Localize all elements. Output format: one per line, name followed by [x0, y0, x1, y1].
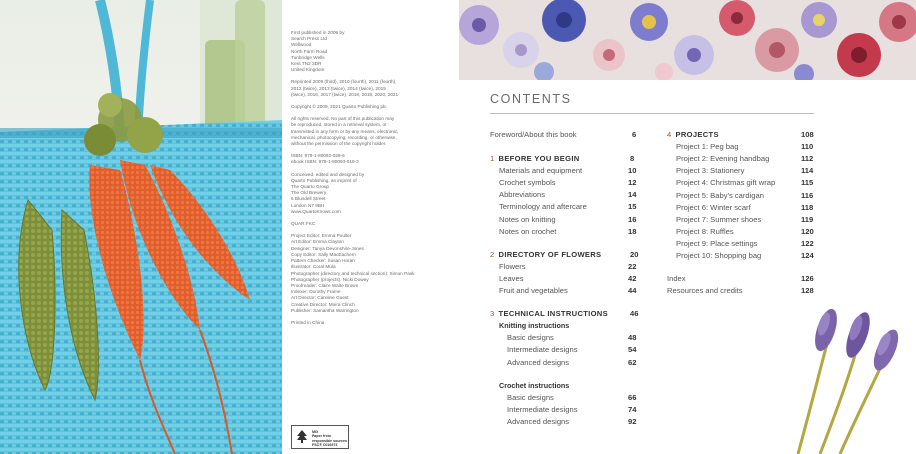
contents-extra-page: 128	[801, 286, 814, 296]
contents-item-label: Advanced designs	[507, 416, 570, 426]
contents-item	[676, 251, 761, 260]
conceived-line: Conceived, edited and designed by	[291, 171, 365, 177]
lavender-photo	[780, 300, 916, 454]
contents-item-page: 114	[801, 166, 814, 176]
contents-extra-page: 126	[801, 274, 814, 284]
credits-line: Art Director: Caroline Guest	[291, 295, 349, 301]
contents-item	[499, 215, 556, 224]
publisher-block	[291, 30, 451, 73]
imprint-text	[291, 30, 451, 332]
isbn-line: ISBN: 978-1-80092-028-6	[291, 153, 345, 159]
contents-item-page: 112	[801, 154, 814, 164]
contents-item-label: Leaves	[499, 273, 524, 283]
contents-item-page: 12	[628, 178, 637, 188]
contents-item	[507, 345, 578, 354]
fsc-tree-icon	[295, 429, 309, 443]
contents-section-page: 108	[801, 130, 814, 139]
publisher-line: First published in 2009 by	[291, 30, 345, 35]
contents-section-label: BEFORE YOU BEGIN	[498, 154, 580, 163]
contents-item	[507, 405, 578, 414]
copyright-block	[291, 104, 451, 110]
conceived-line: The Old Brewery	[291, 190, 327, 196]
contents-item-page: 10	[628, 166, 637, 176]
contents-item	[507, 358, 569, 367]
contents-item-page: 124	[801, 251, 814, 260]
contents-column-right	[667, 130, 815, 310]
section-number: 2	[490, 249, 495, 259]
isbn-block	[291, 153, 451, 165]
contents-item-label: Project 9: Place settings	[676, 238, 758, 248]
contents-item	[676, 142, 738, 151]
conceived-line: 6 Blundell Street	[291, 196, 326, 202]
contents-item-page: 92	[628, 416, 637, 426]
credits-line: Publisher: Samantha Warrington	[291, 307, 359, 313]
contents-item	[507, 393, 554, 402]
contents-subsection	[499, 381, 569, 390]
contents-item-page: 119	[801, 214, 814, 224]
credits-line: Photographer (projects): Nicki Dowey	[291, 276, 369, 282]
contents-subsection	[499, 321, 569, 330]
contents-section	[490, 250, 601, 259]
contents-item-label: Notes on knitting	[499, 214, 556, 224]
contents-foreword-label: Foreword/About this book	[490, 130, 577, 139]
contents-subsection-label: Knitting instructions	[499, 321, 570, 331]
contents-item-page: 15	[628, 202, 637, 212]
reprint-line: (twice), 2016, 2017 (twice), 2018, 2019, 2020, 2021	[291, 91, 399, 97]
publisher-line: North Farm Road	[291, 48, 328, 54]
contents-section-label: DIRECTORY OF FLOWERS	[498, 249, 602, 259]
contents-item-label: Project 6: Winter scarf	[676, 202, 751, 212]
fsc-text-line: Paper from	[312, 434, 331, 439]
contents-item	[499, 202, 587, 211]
contents-item-label: Project 10: Shopping bag	[676, 251, 762, 260]
contents-subsection-label: Crochet instructions	[499, 380, 570, 390]
contents-item-label: Intermediate designs	[507, 404, 578, 414]
fsc-text-line: MIX	[312, 430, 319, 434]
contents-item-label: Basic designs	[507, 333, 554, 343]
code-block	[291, 221, 451, 227]
contents-section	[490, 309, 608, 318]
contents-item-label: Project 5: Baby's cardigan	[676, 190, 764, 200]
contents-item-label: Project 8: Ruffles	[676, 226, 734, 236]
conceived-line: London N7 9BH	[291, 202, 325, 208]
contents-extra	[667, 274, 686, 283]
printed-line: Printed in China	[291, 319, 325, 325]
credits-line: Art Editor: Emma Clayton	[291, 239, 344, 245]
rights-line: mechanical, photocopying, recording, or otherwise,	[291, 134, 397, 140]
contents-item-label: Materials and equipment	[499, 166, 583, 176]
credits-line: Proofreader: Claire Waite Brown	[291, 282, 359, 288]
contents-section-page: 8	[630, 154, 635, 163]
copyright-line: Copyright © 2009, 2021 Quarto Publishing plc	[291, 104, 387, 110]
cover-photo-crochet-vegetables	[0, 0, 282, 454]
contents-foreword	[490, 130, 577, 139]
contents-item-label: Project 7: Summer shoes	[676, 214, 762, 224]
contents-item	[676, 227, 734, 236]
contents-item-label: Project 2: Evening handbag	[676, 154, 770, 164]
contents-extra-label: Resources and credits	[667, 286, 743, 296]
header-photo-crochet-flowers	[459, 0, 916, 80]
contents-item-label: Project 4: Christmas gift wrap	[676, 178, 776, 188]
contents-item-page: 116	[801, 190, 814, 200]
contents-item-label: Fruit and vegetables	[499, 286, 568, 295]
contents-item-label: Basic designs	[507, 392, 554, 402]
contents-item	[676, 166, 744, 175]
credits-block	[291, 233, 451, 314]
section-number: 3	[490, 309, 495, 319]
contents-item-page: 54	[628, 345, 637, 355]
contents-item-page: 14	[628, 190, 637, 200]
contents-item-page: 48	[628, 333, 637, 343]
crochet-lavender-illustration	[780, 300, 916, 454]
contents-section	[667, 130, 719, 139]
contents-extra-label: Index	[667, 274, 686, 284]
publisher-line: Wellwood	[291, 42, 312, 48]
contents-section-label: TECHNICAL INSTRUCTIONS	[498, 309, 608, 319]
contents-item-page: 44	[628, 286, 637, 295]
contents-item-label: Intermediate designs	[507, 345, 578, 355]
conceived-block	[291, 172, 451, 215]
contents-item	[676, 203, 751, 212]
contents-title: CONTENTS	[490, 92, 572, 106]
reprint-block	[291, 79, 451, 98]
contents-item-label: Notes on crochet	[499, 226, 557, 236]
contents-item-page: 42	[628, 273, 637, 283]
contents-item-page: 22	[628, 261, 637, 271]
contents-item-label: Project 1: Peg bag	[676, 142, 739, 152]
credits-line: Photographer (directory and technical section): Simon Pask	[291, 270, 415, 276]
contents-foreword-page: 6	[632, 130, 637, 139]
publisher-line: Search Press Ltd	[291, 36, 327, 42]
section-number: 1	[490, 154, 495, 163]
contents-extra	[667, 286, 743, 295]
contents-column-left	[490, 130, 639, 430]
product-code: QUAR.FKC	[291, 221, 316, 227]
publisher-line: Kent TN2 3DR	[291, 61, 322, 67]
credits-line: Creative Director: Moira Clinch	[291, 301, 355, 307]
contents-section-label: PROJECTS	[675, 130, 719, 139]
contents-item-page: 120	[801, 226, 814, 236]
contents-item-label: Advanced designs	[507, 357, 570, 367]
contents-item	[507, 333, 554, 342]
contents-item	[499, 227, 556, 236]
rights-block	[291, 116, 451, 147]
isbn-line: ebook ISBN: 978-1-80093-019-3	[291, 159, 359, 165]
reprint-line: Reprinted 2009 (third), 2010 (fourth), 2011 (fourth),	[291, 79, 397, 85]
contents-item	[499, 178, 556, 187]
contents-item-page: 118	[801, 202, 814, 212]
printed-block	[291, 320, 451, 326]
contents-item	[676, 178, 775, 187]
credits-line: Indexer: Dorothy Frame	[291, 289, 341, 295]
contents-item	[499, 190, 545, 199]
contents-item	[507, 417, 569, 426]
contents-item	[499, 166, 582, 175]
rights-line: All rights reserved. No part of this publication may	[291, 116, 395, 122]
fsc-text-line: responsible sources	[312, 438, 347, 443]
rights-line: transmitted in any form or by any means, electronic,	[291, 128, 399, 134]
contents-item-label: Flowers	[499, 261, 526, 271]
contents-item	[499, 286, 568, 295]
credits-line: Project Editor: Emma Poulter	[291, 233, 352, 239]
publisher-line: United Kingdom	[291, 67, 325, 73]
fsc-text-line: FSC® C016973	[312, 443, 338, 448]
contents-item-label: Project 3: Stationery	[676, 166, 745, 176]
contents-item-page: 110	[801, 142, 814, 152]
contents-item	[676, 239, 757, 248]
credits-line: Designer: Tanya Devonshire-Jones	[291, 245, 364, 251]
contents-section	[490, 154, 580, 163]
contents-item	[676, 154, 769, 163]
fsc-logo	[291, 425, 349, 449]
contents-item	[676, 191, 764, 200]
conceived-line: Quarto Publishing, an imprint of	[291, 177, 357, 183]
contents-section-page: 46	[630, 309, 639, 319]
contents-item-page: 74	[628, 404, 637, 414]
contents-item-label: Crochet symbols	[499, 178, 556, 188]
contents-item-page: 122	[801, 238, 814, 248]
contents-section-page: 20	[630, 249, 639, 259]
contents-item-page: 62	[628, 357, 637, 367]
contents-item-label: Terminology and aftercare	[499, 202, 587, 212]
section-number: 4	[667, 130, 672, 139]
rights-line: be reproduced, stored in a retrieval system, or	[291, 122, 387, 128]
conceived-line: www.QuartoKnows.com	[291, 208, 341, 214]
crochet-vegetables-illustration	[0, 0, 282, 454]
credits-line: Copy Editor: Sally MacEachern	[291, 251, 356, 257]
contents-item	[499, 262, 526, 271]
rights-line: without the permission of the copyright holder.	[291, 141, 387, 147]
contents-item-page: 115	[801, 178, 814, 188]
crochet-flowers-illustration	[459, 0, 916, 80]
credits-line: Illustrator: Coral Mula	[291, 264, 336, 270]
contents-item-label: Abbreviations	[499, 190, 546, 200]
fsc-text	[312, 430, 347, 448]
reprint-line: 2012 (twice), 2013 (twice), 2014 (twice), 2015	[291, 85, 386, 91]
publisher-line: Tunbridge Wells	[291, 54, 325, 60]
contents-item-page: 66	[628, 392, 637, 402]
conceived-line: The Quarto Group	[291, 184, 330, 190]
contents-item	[676, 215, 761, 224]
contents-item-page: 18	[628, 226, 637, 236]
credits-line: Pattern Checker: Susan Horan	[291, 258, 355, 264]
contents-item-page: 16	[628, 214, 637, 224]
title-rule	[490, 113, 814, 114]
contents-item	[499, 274, 524, 283]
